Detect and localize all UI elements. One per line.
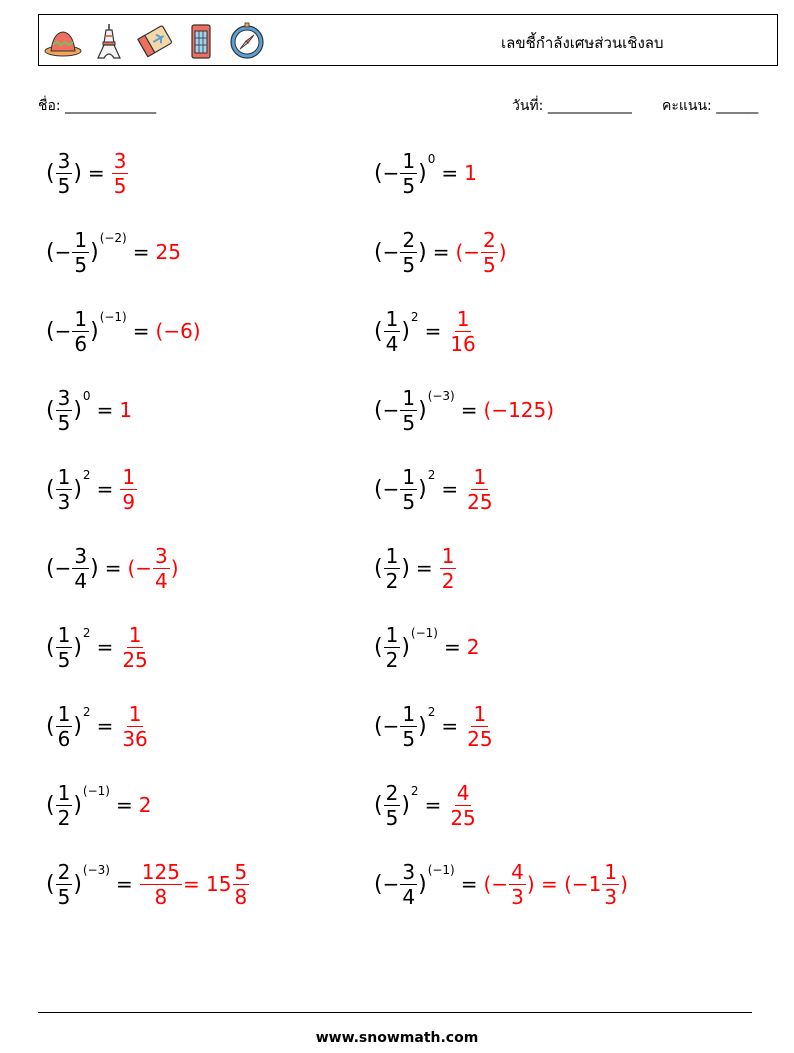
problem-item <box>46 459 138 519</box>
numerator: 1 <box>122 464 136 489</box>
fraction <box>448 780 477 830</box>
numerator: 1 <box>604 859 618 884</box>
equals-sign: = <box>115 872 133 896</box>
equals-sign: = <box>115 793 133 817</box>
denominator: 5 <box>57 884 71 909</box>
close-paren: ) <box>73 792 82 818</box>
fraction <box>509 859 526 909</box>
equals-sign: = <box>96 477 114 501</box>
fraction <box>153 543 170 593</box>
problem-item <box>374 301 479 361</box>
numerator: 1 <box>385 622 399 647</box>
exponent: (−3) <box>427 389 455 403</box>
fraction <box>465 701 494 751</box>
numerator: 4 <box>456 780 470 805</box>
problem-item <box>46 301 201 361</box>
fraction <box>440 543 457 593</box>
denominator: 5 <box>402 173 416 198</box>
numerator: 1 <box>441 543 455 568</box>
denominator: 5 <box>483 252 496 277</box>
exponent: (−1) <box>410 626 438 640</box>
fraction <box>400 148 417 198</box>
negative-sign: − <box>54 240 72 264</box>
numerator: 3 <box>402 859 416 884</box>
exponent: (−2) <box>99 231 127 245</box>
fraction <box>602 859 619 909</box>
numerator: 1 <box>385 306 399 331</box>
score-field-label: คะแนน: ______ <box>662 98 759 114</box>
open-paren: ( <box>374 555 383 581</box>
answer-text: 25 <box>155 240 181 264</box>
problem-item <box>374 380 554 440</box>
numerator: 1 <box>473 464 487 489</box>
negative-sign: − <box>54 556 72 580</box>
answer-text: = 15 <box>182 872 232 896</box>
equals-sign: = <box>441 161 459 185</box>
equals-sign: = <box>460 872 478 896</box>
open-paren: ( <box>46 318 55 344</box>
fraction <box>56 780 73 830</box>
open-paren: ( <box>374 634 383 660</box>
fraction <box>120 464 137 514</box>
close-paren: ) <box>73 871 82 897</box>
answer-text: (−6) <box>155 319 201 343</box>
denominator: 2 <box>441 568 455 593</box>
fraction <box>120 701 149 751</box>
problem-item <box>46 380 132 440</box>
date-field-label: วันที่: ____________ <box>512 98 632 114</box>
denominator: 3 <box>57 489 71 514</box>
denominator: 5 <box>402 489 416 514</box>
worksheet-header <box>38 14 778 66</box>
denominator: 9 <box>122 489 136 514</box>
denominator: 16 <box>450 331 476 356</box>
answer-text: 2 <box>466 635 480 659</box>
fraction <box>233 859 250 909</box>
answer-text: ) <box>620 872 628 896</box>
numerator: 2 <box>385 780 399 805</box>
answer-text: 2 <box>138 793 152 817</box>
denominator: 8 <box>154 884 168 909</box>
fraction <box>384 622 401 672</box>
close-paren: ) <box>90 555 99 581</box>
answer-text: 1 <box>119 398 133 422</box>
close-paren: ) <box>90 239 99 265</box>
denominator: 5 <box>402 726 416 751</box>
numerator: 5 <box>234 859 248 884</box>
denominator: 4 <box>155 568 168 593</box>
exponent: 2 <box>82 626 91 640</box>
exponent: 2 <box>410 784 419 798</box>
open-paren: ( <box>46 476 55 502</box>
numerator: 3 <box>57 148 71 173</box>
denominator: 5 <box>402 252 416 277</box>
problem-item <box>374 538 457 598</box>
open-paren: ( <box>46 555 55 581</box>
open-paren: ( <box>46 713 55 739</box>
numerator: 1 <box>456 306 470 331</box>
denominator: 4 <box>385 331 399 356</box>
numerator: 1 <box>402 701 416 726</box>
open-paren: ( <box>374 160 383 186</box>
fraction <box>56 622 73 672</box>
answer-text: ) <box>498 240 507 264</box>
close-paren: ) <box>90 318 99 344</box>
fraction <box>481 227 498 277</box>
fraction <box>72 227 89 277</box>
denominator: 2 <box>385 568 399 593</box>
negative-sign: − <box>382 240 400 264</box>
exponent: 2 <box>82 705 91 719</box>
negative-sign: − <box>54 319 72 343</box>
open-paren: ( <box>46 397 55 423</box>
numerator: 1 <box>128 701 142 726</box>
open-paren: ( <box>46 160 55 186</box>
equals-sign: = <box>96 398 114 422</box>
fraction <box>56 148 73 198</box>
footer-url: www.snowmath.com <box>315 1030 479 1046</box>
equals-sign: = <box>441 714 459 738</box>
worksheet-title: เลขชี้กำลังเศษส่วนเชิงลบ <box>501 34 664 52</box>
problem-item <box>374 775 479 835</box>
header-icons <box>43 21 267 61</box>
close-paren: ) <box>73 476 82 502</box>
problem-item <box>374 854 628 914</box>
fraction <box>56 385 73 435</box>
exponent: 0 <box>82 389 91 403</box>
denominator: 8 <box>234 884 248 909</box>
denominator: 5 <box>402 410 416 435</box>
denominator: 3 <box>604 884 618 909</box>
exponent: (−1) <box>99 310 127 324</box>
numerator: 1 <box>57 780 71 805</box>
problem-item <box>374 696 496 756</box>
close-paren: ) <box>418 871 427 897</box>
numerator: 2 <box>57 859 71 884</box>
denominator: 5 <box>57 647 71 672</box>
answer-text: 1 <box>464 161 477 185</box>
fraction <box>56 859 73 909</box>
close-paren: ) <box>418 476 427 502</box>
plane-ticket-icon <box>135 21 175 61</box>
equals-sign: = <box>132 240 150 264</box>
denominator: 25 <box>450 805 476 830</box>
fraction <box>448 306 477 356</box>
equals-sign: = <box>96 714 114 738</box>
denominator: 6 <box>74 331 88 356</box>
open-paren: ( <box>374 871 383 897</box>
fraction <box>465 464 494 514</box>
fraction <box>56 464 73 514</box>
problem-item <box>46 696 151 756</box>
denominator: 5 <box>113 173 127 198</box>
close-paren: ) <box>418 239 427 265</box>
exponent: (−3) <box>82 863 110 877</box>
open-paren: ( <box>46 871 55 897</box>
close-paren: ) <box>401 555 410 581</box>
close-paren: ) <box>401 634 410 660</box>
exponent: 2 <box>427 468 436 482</box>
numerator: 1 <box>128 622 142 647</box>
numerator: 3 <box>74 543 88 568</box>
numerator: 3 <box>155 543 168 568</box>
equals-sign: = <box>415 556 433 580</box>
sombrero-icon <box>43 21 83 61</box>
equals-sign: = <box>441 477 459 501</box>
numerator: 1 <box>74 306 88 331</box>
numerator: 1 <box>57 464 71 489</box>
compass-icon <box>227 21 267 61</box>
fraction <box>112 148 129 198</box>
numerator: 1 <box>402 385 416 410</box>
equals-sign: = <box>132 319 150 343</box>
numerator: 125 <box>141 859 180 884</box>
exponent: (−1) <box>82 784 110 798</box>
numerator: 1 <box>57 622 71 647</box>
answer-text: (− <box>455 240 481 264</box>
answer-text: ) = (−1 <box>526 872 602 896</box>
equals-sign: = <box>87 161 105 185</box>
problem-item <box>46 775 151 835</box>
answer-text: (− <box>127 556 153 580</box>
open-paren: ( <box>46 792 55 818</box>
open-paren: ( <box>374 239 383 265</box>
problem-item <box>46 538 179 598</box>
numerator: 2 <box>483 227 496 252</box>
fraction <box>400 227 417 277</box>
fraction <box>400 464 417 514</box>
numerator: 2 <box>402 227 416 252</box>
open-paren: ( <box>374 713 383 739</box>
numerator: 1 <box>385 543 399 568</box>
denominator: 2 <box>57 805 71 830</box>
problem-item <box>374 459 496 519</box>
close-paren: ) <box>401 792 410 818</box>
denominator: 5 <box>57 173 71 198</box>
negative-sign: − <box>382 161 400 185</box>
fraction <box>384 543 401 593</box>
problem-item <box>46 222 181 282</box>
open-paren: ( <box>374 476 383 502</box>
numerator: 1 <box>402 464 416 489</box>
equals-sign: = <box>96 635 114 659</box>
negative-sign: − <box>382 714 400 738</box>
denominator: 3 <box>511 884 524 909</box>
denominator: 25 <box>467 726 493 751</box>
close-paren: ) <box>73 713 82 739</box>
denominator: 36 <box>122 726 148 751</box>
open-paren: ( <box>374 397 383 423</box>
exponent: 0 <box>427 152 436 166</box>
fraction <box>384 780 401 830</box>
exponent: (−1) <box>427 863 455 877</box>
answer-text: (− <box>483 872 509 896</box>
exponent: 2 <box>82 468 91 482</box>
numerator: 3 <box>113 148 127 173</box>
fraction <box>120 622 149 672</box>
equals-sign: = <box>443 635 461 659</box>
denominator: 6 <box>57 726 71 751</box>
problem-item <box>46 854 250 914</box>
close-paren: ) <box>401 318 410 344</box>
fraction <box>400 385 417 435</box>
close-paren: ) <box>418 397 427 423</box>
denominator: 4 <box>402 884 416 909</box>
numerator: 1 <box>74 227 88 252</box>
numerator: 1 <box>57 701 71 726</box>
negative-sign: − <box>382 872 400 896</box>
close-paren: ) <box>73 397 82 423</box>
equals-sign: = <box>432 240 450 264</box>
numerator: 1 <box>402 148 416 173</box>
denominator: 5 <box>385 805 399 830</box>
numerator: 3 <box>57 385 71 410</box>
denominator: 25 <box>122 647 148 672</box>
denominator: 5 <box>57 410 71 435</box>
open-paren: ( <box>46 634 55 660</box>
eiffel-tower-icon <box>89 21 129 61</box>
numerator: 4 <box>511 859 524 884</box>
close-paren: ) <box>418 160 427 186</box>
close-paren: ) <box>73 634 82 660</box>
close-paren: ) <box>418 713 427 739</box>
denominator: 25 <box>467 489 493 514</box>
fraction <box>72 306 89 356</box>
equals-sign: = <box>424 793 442 817</box>
close-paren: ) <box>73 160 82 186</box>
exponent: 2 <box>427 705 436 719</box>
fraction <box>384 306 401 356</box>
problem-item <box>374 222 507 282</box>
name-field-label: ชื่อ: _____________ <box>38 98 157 114</box>
open-paren: ( <box>46 239 55 265</box>
answer-text: (−125) <box>483 398 555 422</box>
denominator: 4 <box>74 568 88 593</box>
open-paren: ( <box>374 318 383 344</box>
fraction <box>72 543 89 593</box>
answer-text: ) <box>170 556 179 580</box>
negative-sign: − <box>382 398 400 422</box>
problem-item <box>46 617 151 677</box>
footer-divider <box>38 1012 752 1013</box>
phone-booth-icon <box>181 21 221 61</box>
equals-sign: = <box>460 398 478 422</box>
fraction <box>400 859 417 909</box>
fraction <box>400 701 417 751</box>
equals-sign: = <box>104 556 122 580</box>
fraction <box>140 859 182 909</box>
open-paren: ( <box>374 792 383 818</box>
exponent: 2 <box>410 310 419 324</box>
numerator: 1 <box>473 701 487 726</box>
problem-item <box>46 143 129 203</box>
denominator: 2 <box>385 647 399 672</box>
negative-sign: − <box>382 477 400 501</box>
problem-item <box>374 143 477 203</box>
denominator: 5 <box>74 252 88 277</box>
equals-sign: = <box>424 319 442 343</box>
problem-item <box>374 617 479 677</box>
fraction <box>56 701 73 751</box>
